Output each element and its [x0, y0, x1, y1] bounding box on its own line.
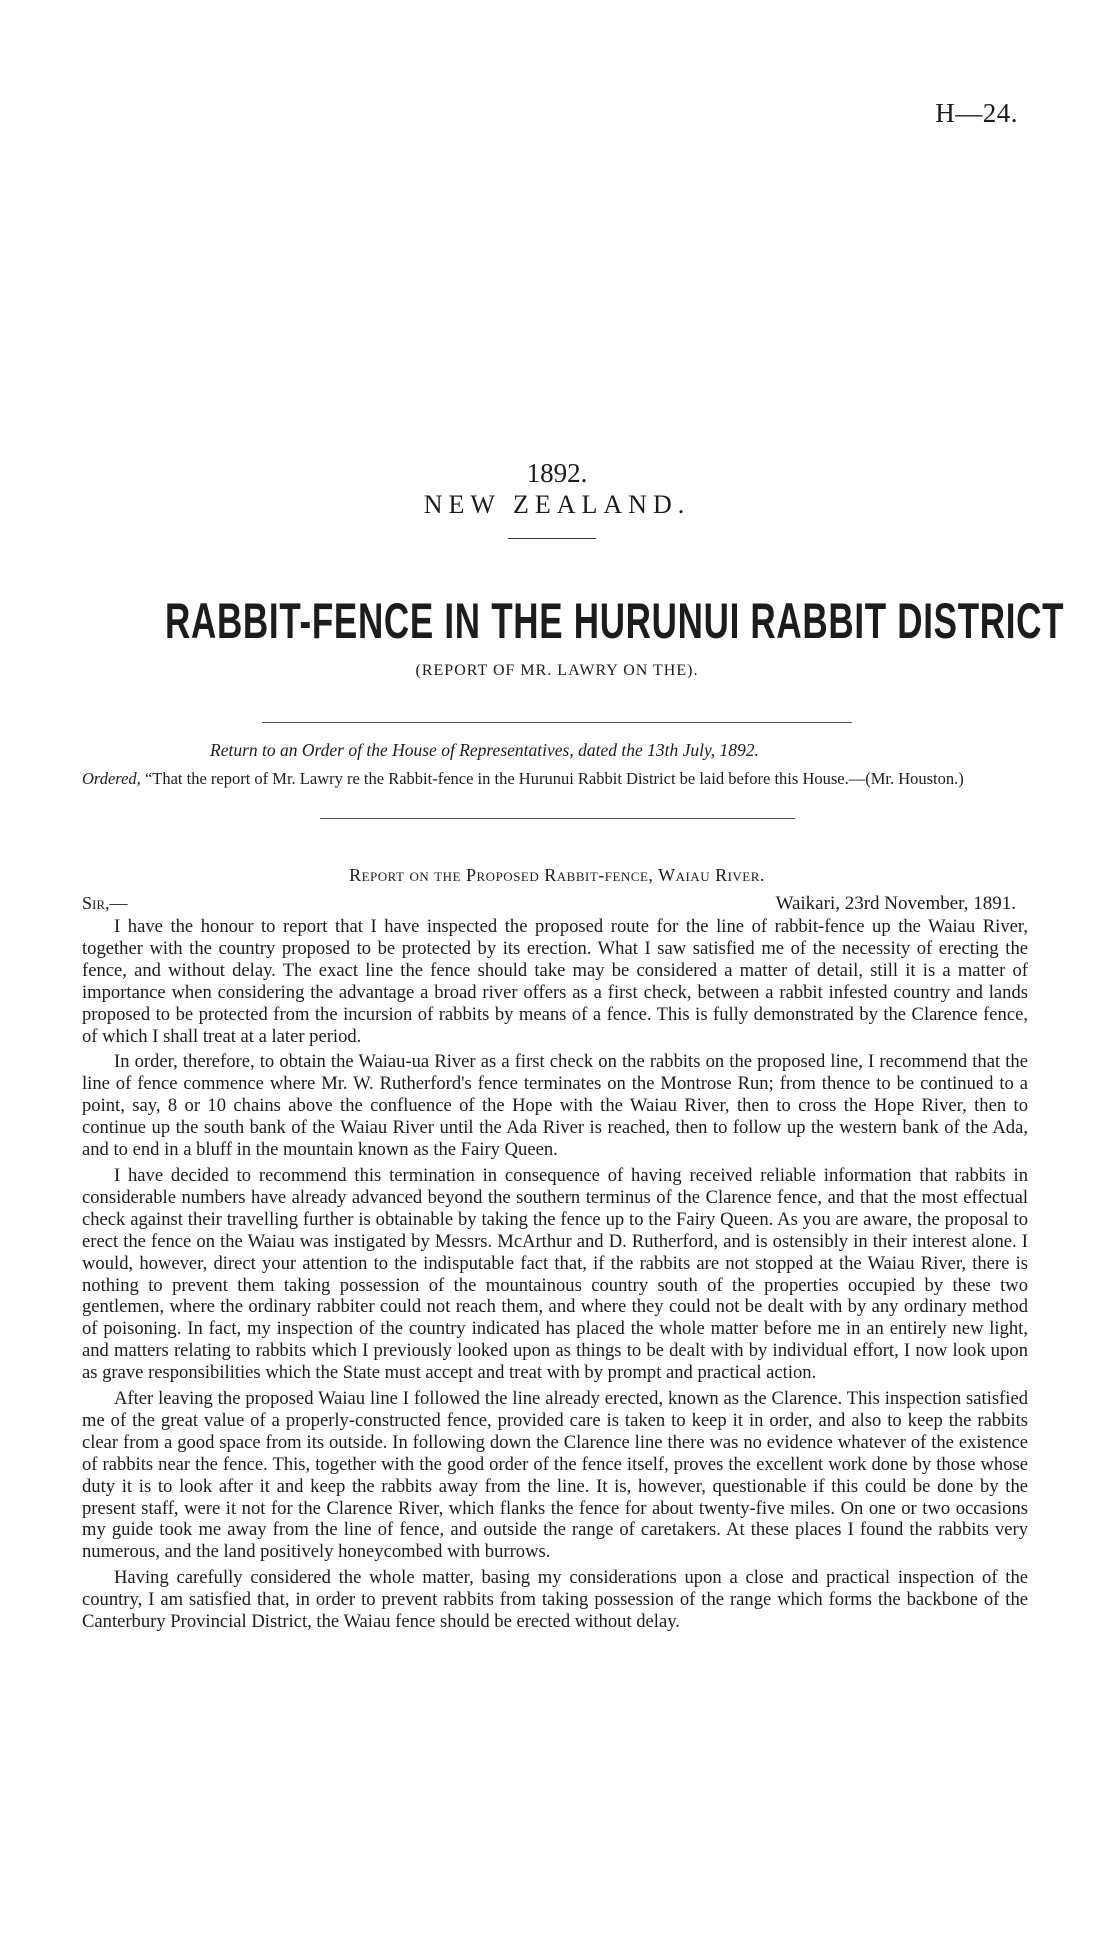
report-body — [82, 916, 1028, 1637]
body-paragraph: I have the honour to report that I have inspected the proposed route for the line of rabbit-fence up the Waiau River, together with the country proposed to be protected by its erection. What I saw satisfied me of the necessity of erecting the fence, and without delay. The exact line the fence should take may be considered a matter of detail, still it is a matter of importance when considering the advantage a broad river offers as a first check, between a rabbit infested country and lands proposed to be protected from the incursion of rabbits by means of a fence. This is fully demonstrated by the Clarence fence, of which I shall treat at a later period. — [82, 916, 1028, 1047]
body-paragraph: In order, therefore, to obtain the Waiau-ua River as a first check on the rabbits on the proposed line, I recommend that the line of fence commence where Mr. W. Rutherford's fence terminates on the Montrose Run; from thence to be continued to a point, say, 8 or 10 chains above the confluence of the Hope with the Waiau River, then to cross the Hope River, then to continue up the south bank of the Waiau River until the Ada River is reached, then to follow up the western bank of the Ada, and to end in a bluff in the mountain known as the Fairy Queen. — [82, 1051, 1028, 1161]
ordered-lead: Ordered, — [82, 769, 141, 788]
report-dateline: Waikari, 23rd November, 1891. — [775, 893, 1016, 914]
body-paragraph: After leaving the proposed Waiau line I followed the line already erected, known as the Clarence. This inspection satisfied me of the great value of a properly-constructed fence, provided care is taken to keep it in order, and also to keep the rabbits clear from a good space from its outside. In following down the Clarence line there was no evidence whatever of the existence of rabbits near the fence. This, together with the good order of the fence itself, proves the excellent work done by those whose duty it is to look after it and keep the rabbits away from the line. It is, however, questionable if this could be done by the present staff, were it not for the Clarence River, which flanks the fence for about twenty-five miles. On one or two occasions my guide took me away from the line of fence, and outside the range of caretakers. At these places I found the rabbits very numerous, and the land positively honeycombed with burrows. — [82, 1388, 1028, 1563]
report-heading: Report on the Proposed Rabbit-fence, Waiau River. — [349, 865, 765, 885]
page-title: RABBIT-FENCE IN THE HURUNUI RABBIT DISTRICT — [165, 593, 1065, 649]
page-reference: H—24. — [935, 98, 1018, 128]
return-order-line: Return to an Order of the House of Representatives, dated the 13th July, 1892. — [210, 740, 759, 760]
ordered-text: “That the report of Mr. Lawry re the Rabbit-fence in the Hurunui Rabbit District be laid before this House.—(Mr. Houston.) — [144, 769, 964, 788]
salutation: Sir,— — [82, 893, 128, 913]
order-bottom-rule — [320, 818, 795, 819]
order-top-rule — [262, 722, 852, 723]
body-paragraph: Having carefully considered the whole matter, basing my considerations upon a close and practical inspection of the country, I am satisfied that, in order to prevent rabbits from taking possession of the range which forms the backbone of the Canterbury Provincial District, the Waiau fence should be erected without delay. — [82, 1567, 1028, 1633]
page-subtitle: (REPORT OF MR. LAWRY ON THE). — [415, 662, 699, 679]
country-heading: NEW ZEALAND. — [423, 490, 691, 519]
ordered-paragraph — [82, 768, 1042, 789]
title-divider — [508, 538, 596, 539]
document-year: 1892. — [526, 458, 588, 488]
body-paragraph: I have decided to recommend this termination in consequence of having received reliable information that rabbits in considerable numbers have already advanced beyond the southern terminus of the Clarence fence, and that the most effectual check against their travelling further is obtainable by taking the fence up to the Fairy Queen. As you are aware, the proposal to erect the fence on the Waiau was instigated by Messrs. McArthur and D. Rutherford, and is ostensibly in their interest alone. I would, however, direct your attention to the indisputable fact that, if the rabbits are not stopped at the Waiau River, there is nothing to prevent them taking possession of the mountainous country south of the properties occupied by these two gentlemen, where the ordinary rabbiter could not reach them, and where they could not be dealt with by any ordinary method of poisoning. In fact, my inspection of the country indicated has placed the whole matter before me in an entirely new light, and matters relating to rabbits which I previously looked upon as things to be dealt with by individual effort, I now look upon as grave responsibilities which the State must accept and treat with by prompt and practical action. — [82, 1164, 1028, 1384]
